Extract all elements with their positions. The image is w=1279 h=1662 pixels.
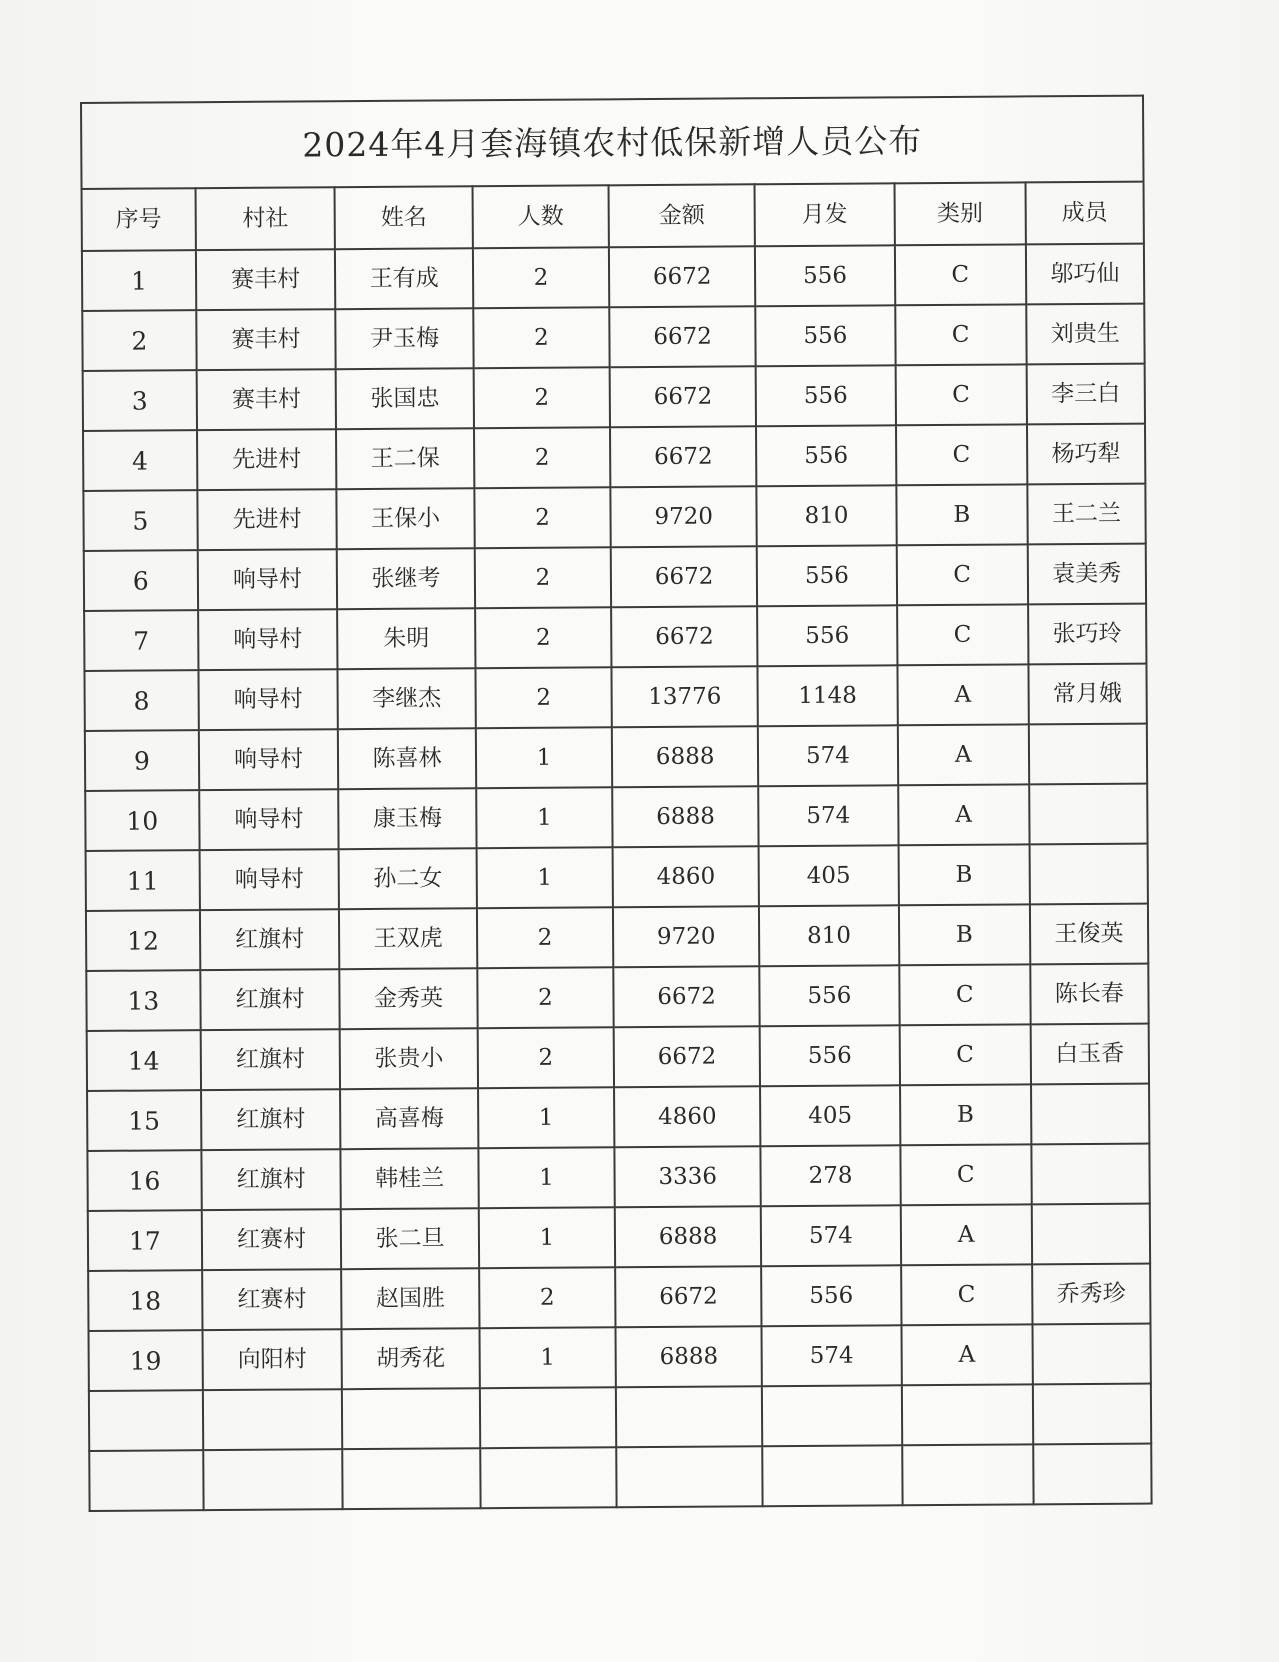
row-number: 8: [84, 670, 198, 731]
monthly-cell: 556: [756, 425, 896, 486]
name-cell: 赵国胜: [342, 1268, 480, 1329]
name-cell: 尹玉梅: [336, 308, 474, 369]
row-number: 17: [88, 1210, 202, 1271]
amount-cell: 6888: [612, 726, 758, 787]
count-cell: 2: [473, 247, 610, 308]
row-number: 6: [84, 550, 198, 611]
low-income-table: [80, 95, 1153, 1512]
monthly-cell: 556: [759, 965, 899, 1026]
amount-cell: 3336: [615, 1146, 761, 1207]
village-cell: 红赛村: [202, 1209, 342, 1270]
count-cell: 2: [477, 967, 614, 1028]
amount-cell: 6672: [615, 1266, 761, 1327]
count-cell: 2: [473, 307, 610, 368]
category-cell: B: [900, 1084, 1031, 1145]
table-row: [84, 604, 1146, 671]
category-cell: [902, 1384, 1033, 1445]
name-cell: [343, 1448, 481, 1509]
amount-cell: 9720: [611, 486, 757, 547]
table-row: [89, 1444, 1151, 1511]
category-cell: B: [896, 484, 1027, 545]
row-number: 5: [83, 490, 197, 551]
member-cell: 李三白: [1026, 364, 1145, 425]
column-header-member: 成员: [1025, 182, 1144, 245]
name-cell: 孙二女: [339, 848, 477, 909]
name-cell: 王有成: [335, 248, 473, 309]
count-cell: [480, 1447, 617, 1508]
member-cell: 刘贵生: [1026, 304, 1145, 365]
name-cell: 张二旦: [341, 1208, 479, 1269]
monthly-cell: 1148: [758, 665, 898, 726]
row-number: 9: [85, 730, 199, 791]
monthly-cell: 574: [761, 1205, 901, 1266]
village-cell: 红旗村: [201, 1089, 341, 1150]
name-cell: 王保小: [337, 488, 475, 549]
column-header-village: 村社: [195, 187, 335, 250]
name-cell: 康玉梅: [339, 788, 477, 849]
category-cell: C: [896, 424, 1027, 485]
row-number: 19: [89, 1330, 203, 1391]
row-number: 18: [88, 1270, 202, 1331]
monthly-cell: 278: [761, 1145, 901, 1206]
member-cell: 白玉香: [1030, 1024, 1149, 1085]
member-cell: 乔秀珍: [1032, 1264, 1151, 1325]
category-cell: C: [895, 304, 1026, 365]
document-title: 2024年4月套海镇农村低保新增人员公布: [81, 96, 1144, 189]
table-row: [89, 1384, 1151, 1451]
monthly-cell: 556: [756, 365, 896, 426]
monthly-cell: 556: [757, 545, 897, 606]
row-number: 2: [82, 310, 196, 371]
category-cell: C: [899, 1024, 1030, 1085]
count-cell: 2: [479, 1267, 616, 1328]
category-cell: A: [898, 784, 1029, 845]
count-cell: 1: [478, 1087, 615, 1148]
amount-cell: [616, 1386, 762, 1447]
table-row: [88, 1204, 1150, 1271]
table-row: [87, 1024, 1149, 1091]
amount-cell: 13776: [612, 666, 758, 727]
row-number: [89, 1450, 203, 1511]
row-number: [89, 1390, 203, 1451]
count-cell: 2: [477, 907, 614, 968]
amount-cell: 6672: [614, 1026, 760, 1087]
member-cell: 王二兰: [1027, 484, 1146, 545]
member-cell: [1029, 724, 1148, 785]
monthly-cell: 556: [761, 1265, 901, 1326]
category-cell: [902, 1444, 1033, 1505]
category-cell: B: [899, 904, 1030, 965]
member-cell: [1031, 1144, 1150, 1205]
village-cell: 响导村: [198, 669, 338, 730]
count-cell: 2: [475, 547, 612, 608]
category-cell: C: [897, 604, 1028, 665]
column-header-name: 姓名: [335, 186, 473, 249]
row-number: 3: [83, 370, 197, 431]
village-cell: 先进村: [197, 429, 337, 490]
name-cell: 王二保: [336, 428, 474, 489]
village-cell: 红旗村: [200, 1029, 340, 1090]
count-cell: 2: [474, 487, 611, 548]
row-number: 10: [85, 790, 199, 851]
village-cell: 红旗村: [200, 909, 340, 970]
name-cell: 李继杰: [338, 668, 476, 729]
table-row: [86, 844, 1148, 911]
table-row: [82, 304, 1144, 371]
amount-cell: 6888: [615, 1206, 761, 1267]
member-cell: [1029, 784, 1148, 845]
row-number: 12: [86, 910, 200, 971]
count-cell: 2: [475, 667, 612, 728]
monthly-cell: [762, 1445, 902, 1506]
table-row: [89, 1324, 1151, 1391]
row-number: 4: [83, 430, 197, 491]
village-cell: 红赛村: [202, 1269, 342, 1330]
name-cell: [342, 1388, 480, 1449]
count-cell: 2: [477, 1027, 614, 1088]
name-cell: 张继考: [337, 548, 475, 609]
table-row: [84, 664, 1146, 731]
table-row: [87, 1144, 1149, 1211]
table-row: [82, 244, 1144, 311]
name-cell: 金秀英: [340, 968, 478, 1029]
amount-cell: 9720: [613, 906, 759, 967]
village-cell: 红旗村: [201, 1149, 341, 1210]
name-cell: 陈喜林: [338, 728, 476, 789]
member-cell: 常月娥: [1028, 664, 1147, 725]
village-cell: 先进村: [197, 489, 337, 550]
amount-cell: 6672: [610, 366, 756, 427]
name-cell: 张国忠: [336, 368, 474, 429]
category-cell: A: [897, 664, 1028, 725]
member-cell: [1033, 1444, 1152, 1505]
amount-cell: 4860: [614, 1086, 760, 1147]
column-header-category: 类别: [894, 182, 1025, 245]
category-cell: C: [901, 1264, 1032, 1325]
column-header-monthly: 月发: [755, 183, 895, 246]
monthly-cell: 574: [762, 1325, 902, 1386]
member-cell: 袁美秀: [1027, 544, 1146, 605]
amount-cell: 6888: [612, 786, 758, 847]
monthly-cell: 556: [755, 245, 895, 306]
monthly-cell: 556: [760, 1025, 900, 1086]
category-cell: C: [900, 1144, 1031, 1205]
member-cell: 王俊英: [1030, 904, 1149, 965]
table-body: [82, 244, 1152, 1511]
amount-cell: 6672: [611, 546, 757, 607]
count-cell: 2: [475, 607, 612, 668]
count-cell: 1: [476, 787, 613, 848]
member-cell: [1033, 1384, 1152, 1445]
category-cell: C: [899, 964, 1030, 1025]
member-cell: [1029, 844, 1148, 905]
monthly-cell: 405: [760, 1085, 900, 1146]
row-number: 7: [84, 610, 198, 671]
category-cell: A: [900, 1204, 1031, 1265]
count-cell: 1: [478, 1147, 615, 1208]
member-cell: [1031, 1204, 1150, 1265]
village-cell: [203, 1449, 343, 1510]
row-number: 14: [87, 1030, 201, 1091]
village-cell: 响导村: [198, 549, 338, 610]
table-row: [86, 904, 1148, 971]
table-row: [85, 724, 1147, 791]
monthly-cell: 810: [757, 485, 897, 546]
table-row: [85, 784, 1147, 851]
title-row: [81, 96, 1144, 189]
category-cell: A: [898, 724, 1029, 785]
monthly-cell: 574: [758, 785, 898, 846]
amount-cell: [616, 1446, 762, 1507]
member-cell: 杨巧犁: [1027, 424, 1146, 485]
monthly-cell: 405: [759, 845, 899, 906]
row-number: 15: [87, 1090, 201, 1151]
column-header-count: 人数: [472, 185, 609, 248]
row-number: 1: [82, 250, 196, 311]
category-cell: A: [901, 1324, 1032, 1385]
count-cell: 1: [479, 1327, 616, 1388]
village-cell: 红旗村: [200, 969, 340, 1030]
category-cell: B: [898, 844, 1029, 905]
member-cell: [1032, 1324, 1151, 1385]
column-header-amount: 金额: [609, 184, 755, 247]
monthly-cell: 556: [757, 605, 897, 666]
row-number: 13: [86, 970, 200, 1031]
amount-cell: 6672: [609, 246, 755, 307]
column-header-no: 序号: [82, 188, 196, 251]
monthly-cell: 810: [759, 905, 899, 966]
village-cell: 响导村: [199, 789, 339, 850]
village-cell: [203, 1389, 343, 1450]
count-cell: 1: [476, 727, 613, 788]
amount-cell: 6672: [610, 426, 756, 487]
amount-cell: 6672: [613, 966, 759, 1027]
table-row: [86, 964, 1148, 1031]
monthly-cell: [762, 1385, 902, 1446]
count-cell: [480, 1387, 617, 1448]
count-cell: 2: [473, 367, 610, 428]
village-cell: 向阳村: [202, 1329, 342, 1390]
name-cell: 韩桂兰: [341, 1148, 479, 1209]
table-row: [83, 424, 1145, 491]
amount-cell: 6672: [611, 606, 757, 667]
member-cell: 张巧玲: [1028, 604, 1147, 665]
category-cell: C: [895, 364, 1026, 425]
village-cell: 赛丰村: [196, 369, 336, 430]
count-cell: 1: [479, 1207, 616, 1268]
village-cell: 响导村: [198, 609, 338, 670]
table-row: [83, 484, 1145, 551]
monthly-cell: 574: [758, 725, 898, 786]
member-cell: 邬巧仙: [1026, 244, 1145, 305]
table-row: [88, 1264, 1150, 1331]
name-cell: 张贵小: [340, 1028, 478, 1089]
amount-cell: 6672: [609, 306, 755, 367]
table-row: [83, 364, 1145, 431]
member-cell: 陈长春: [1030, 964, 1149, 1025]
village-cell: 响导村: [199, 849, 339, 910]
category-cell: C: [896, 544, 1027, 605]
village-cell: 响导村: [199, 729, 339, 790]
count-cell: 1: [476, 847, 613, 908]
row-number: 11: [86, 850, 200, 911]
header-row: [82, 182, 1144, 251]
name-cell: 王双虎: [339, 908, 477, 969]
amount-cell: 4860: [613, 846, 759, 907]
category-cell: C: [895, 244, 1026, 305]
monthly-cell: 556: [755, 305, 895, 366]
name-cell: 高喜梅: [340, 1088, 478, 1149]
name-cell: 胡秀花: [342, 1328, 480, 1389]
count-cell: 2: [474, 427, 611, 488]
village-cell: 赛丰村: [196, 309, 336, 370]
member-cell: [1031, 1084, 1150, 1145]
table-row: [87, 1084, 1149, 1151]
table-row: [84, 544, 1146, 611]
amount-cell: 6888: [616, 1326, 762, 1387]
row-number: 16: [87, 1150, 201, 1211]
village-cell: 赛丰村: [196, 249, 336, 310]
name-cell: 朱明: [337, 608, 475, 669]
